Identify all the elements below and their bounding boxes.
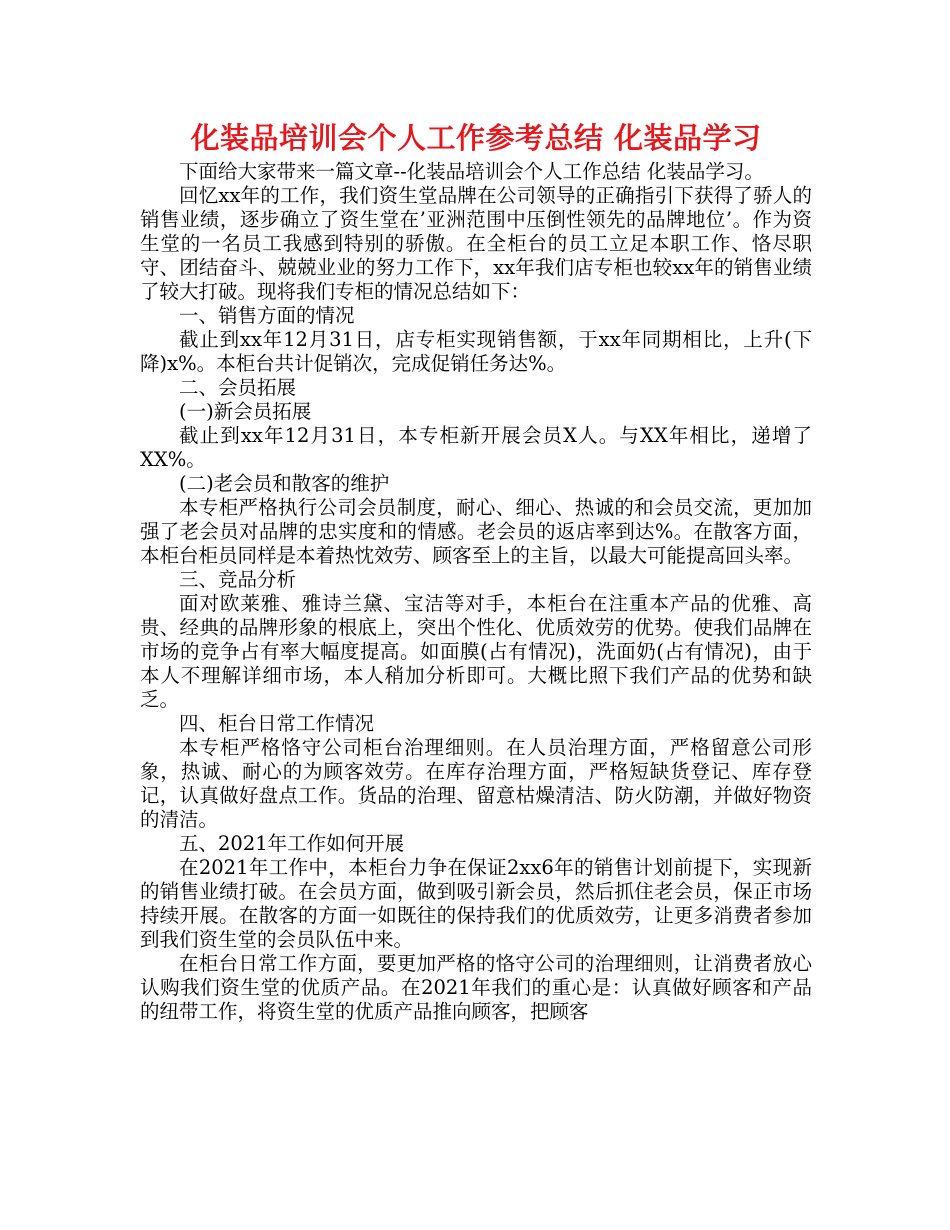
sales-paragraph: 截止到xx年12月31日，店专柜实现销售额，于xx年同期相比，上升(下降)x%。本柜台共计促销次，完成促销任务达%。 [140, 328, 812, 375]
recall-paragraph: 回忆xx年的工作，我们资生堂品牌在公司领导的正确指引下获得了骄人的销售业绩，逐步确立了资生堂在’亚洲范围中压倒性领先的品牌地位’。作为资生堂的一名员工我感到特别的骄傲。在全柜台的员工立足本职工作、恪尽职守、团结奋斗、兢兢业业的努力工作下，xx年我们店专柜也较xx年的销售业绩了较大打破。现将我们专柜的情况总结如下： [140, 184, 812, 303]
section-heading-plan: 五、2021年工作如何开展 [179, 832, 405, 855]
plan-paragraph-1: 在2021年工作中，本柜台力争在保证2xx6年的销售计划前提下，实现新的销售业绩打破。在会员方面，做到吸引新会员，然后抓住老会员，保正市场持续开展。在散客的方面一如既往的保持我们的优质效劳，让更多消费者参加到我们资生堂的会员队伍中来。 [140, 856, 812, 951]
section-heading-sales: 一、销售方面的情况 [179, 304, 355, 327]
document-title: 化装品培训会个人工作参考总结 化装品学习 [190, 121, 762, 155]
subheading-old-members: (二)老会员和散客的维护 [179, 472, 390, 495]
section-heading-members: 二、会员拓展 [179, 376, 297, 399]
competitors-paragraph: 面对欧莱雅、雅诗兰黛、宝洁等对手，本柜台在注重本产品的优雅、高贵、经典的品牌形象的根底上，突出个性化、优质效劳的优势。使我们品牌在市场的竞争占有率大幅度提高。如面膜(占有情况)，洗面奶(占有情况)，由于本人不理解详细市场，本人稍加分析即可。大概比照下我们产品的优势和缺乏。 [140, 592, 812, 711]
subheading-new-members: (一)新会员拓展 [179, 400, 312, 423]
daily-work-paragraph: 本专柜严格恪守公司柜台治理细则。在人员治理方面，严格留意公司形象，热诚、耐心的为顾客效劳。在库存治理方面，严格短缺货登记、库存登记，认真做好盘点工作。货品的治理、留意枯燥清洁、防火防潮，并做好物资的清洁。 [140, 736, 812, 831]
intro-paragraph: 下面给大家带来一篇文章--化装品培训会个人工作总结 化装品学习。 [179, 160, 764, 183]
plan-paragraph-2: 在柜台日常工作方面，要更加严格的恪守公司的治理细则，让消费者放心认购我们资生堂的优质产品。在2021年我们的重心是：认真做好顾客和产品的纽带工作，将资生堂的优质产品推向顾客，把顾客 [140, 952, 812, 1023]
document-page [140, 118, 812, 1024]
old-members-paragraph: 本专柜严格执行公司会员制度，耐心、细心、热诚的和会员交流，更加加强了老会员对品牌的忠实度和的情感。老会员的返店率到达%。在散客方面，本柜台柜员同样是本着热忱效劳、顾客至上的主旨，以最大可能提高回头率。 [140, 496, 812, 567]
section-heading-competitors: 三、竞品分析 [179, 568, 297, 591]
new-members-paragraph: 截止到xx年12月31日，本专柜新开展会员X人。与XX年相比，递增了XX%。 [140, 424, 812, 471]
section-heading-daily-work: 四、柜台日常工作情况 [179, 712, 375, 735]
